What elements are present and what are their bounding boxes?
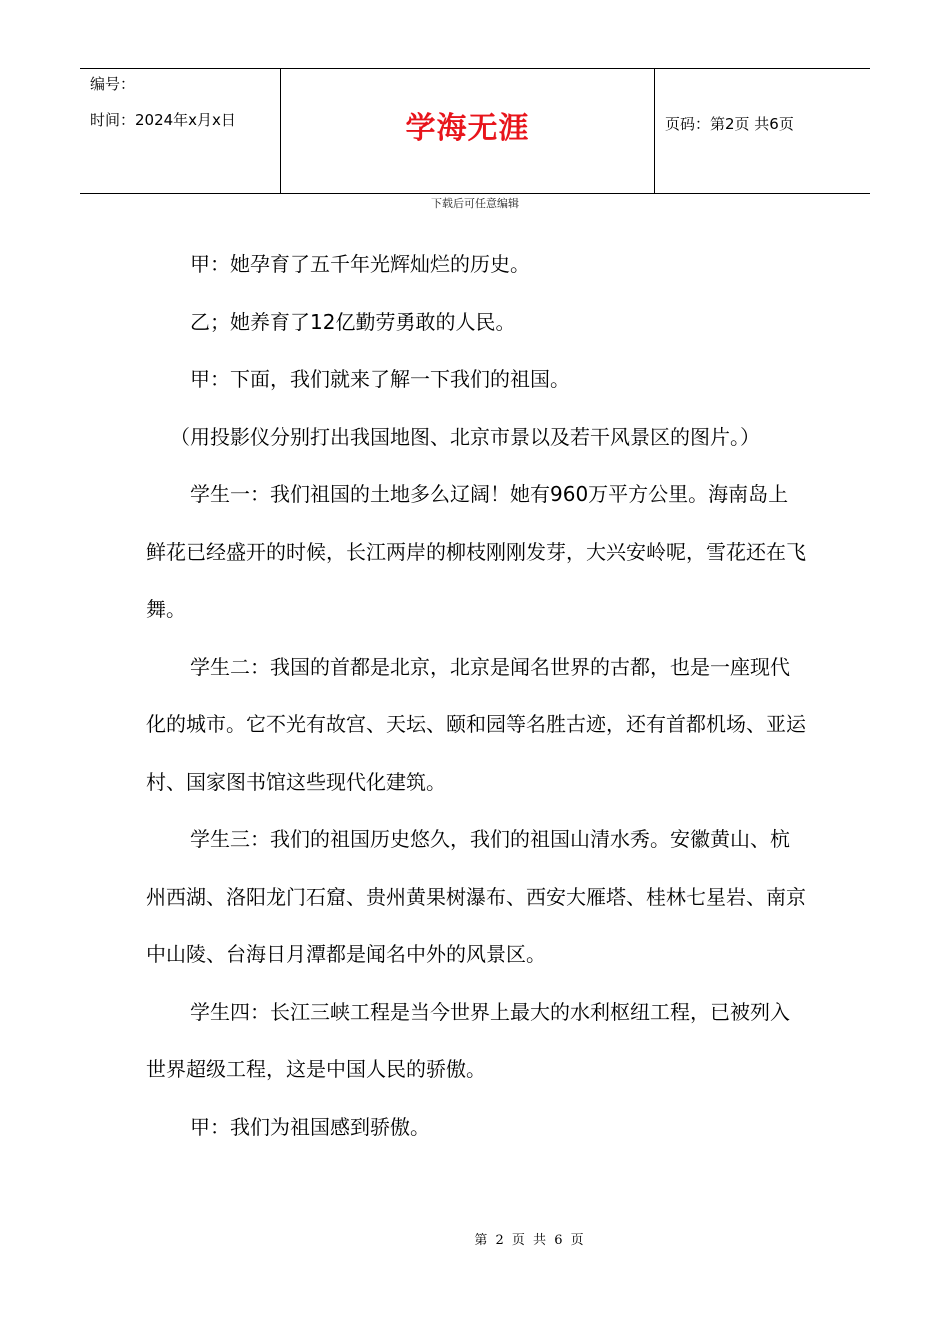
document-number-label: 编号： (90, 75, 136, 93)
page-footer: 第 2 页 共 6 页 (474, 1233, 586, 1248)
paragraph: 学生四：长江三峡工程是当今世界上最大的水利枢纽工程，已被列入世界超级工程，这是中国人民的骄傲。 (146, 999, 790, 1081)
paragraph: 甲：她孕育了五千年光辉灿烂的历史。 (190, 252, 530, 276)
paragraph: 乙；她养育了12亿勤劳勇敢的人民。 (190, 309, 516, 334)
paragraph: 甲：我们为祖国感到骄傲。 (190, 1114, 430, 1139)
brand-title: 学海无涯 (405, 111, 530, 146)
header-table (80, 68, 870, 194)
paragraph: 学生一：我们祖国的土地多么辽阔！她有960万平方公里。海南岛上鲜花已经盛开的时候，长江两岸的柳枝刚刚发芽，大兴安岭呢，雪花还在飞舞。 (146, 482, 806, 621)
page-number-label: 页码：第2页 共6页 (665, 115, 794, 133)
paragraph: （用投影仪分别打出我国地图、北京市景以及若干风景区的图片。） (170, 424, 760, 449)
header-right-cell (655, 69, 870, 193)
paragraph: 学生三：我们的祖国历史悠久，我们的祖国山清水秀。安徽黄山、杭州西湖、洛阳龙门石窟、贵州黄果树瀑布、西安大雁塔、桂林七星岩、南京中山陵、台海日月潭都是闻名中外的风景区。 (146, 827, 806, 966)
document-time-label: 时间：2024年x月x日 (90, 111, 236, 129)
paragraph: 甲：下面，我们就来了解一下我们的祖国。 (190, 367, 570, 391)
header-mid-cell (281, 69, 655, 193)
paragraph: 学生二：我国的首都是北京，北京是闻名世界的古都，也是一座现代化的城市。它不光有故宫、天坛、颐和园等名胜古迹，还有首都机场、亚运村、国家图书馆这些现代化建筑。 (146, 654, 806, 794)
header-left-cell (80, 69, 281, 193)
edit-note: 下载后可任意编辑 (431, 197, 519, 210)
document-body (146, 236, 808, 1156)
